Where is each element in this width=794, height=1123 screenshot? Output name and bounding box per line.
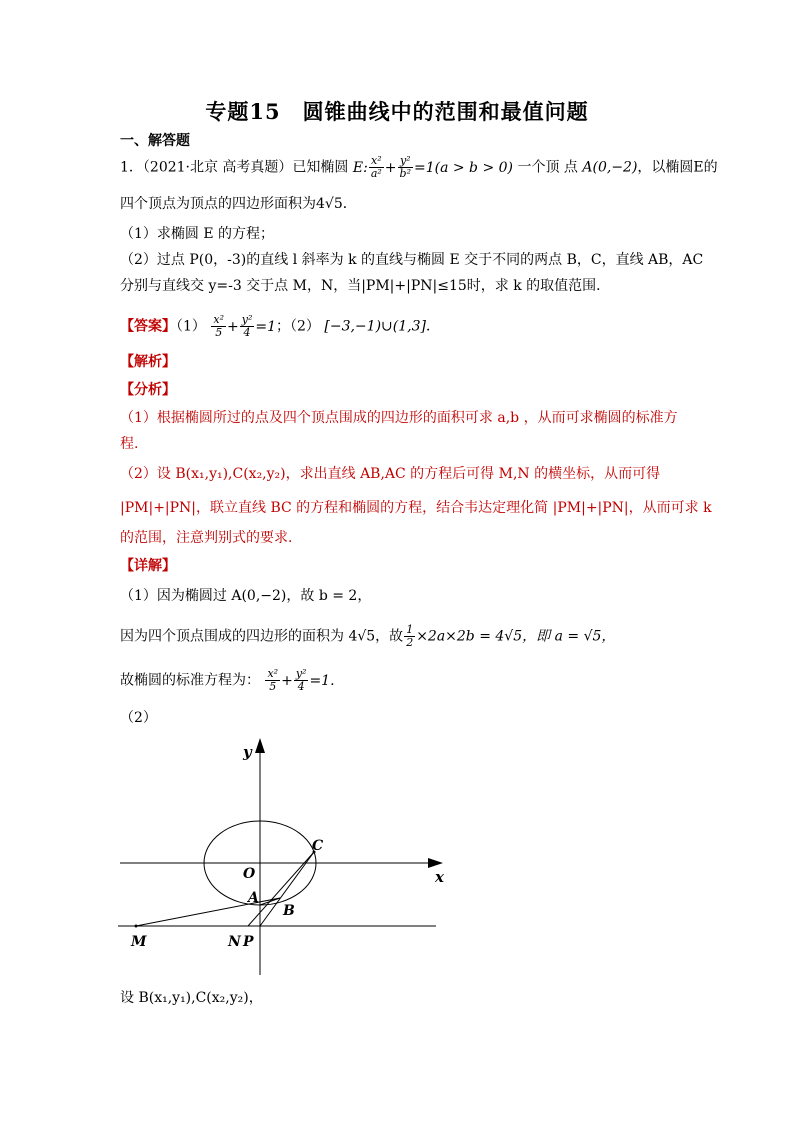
fenxi-p2-line-3: 的范围，注意判别式的要求.	[120, 530, 293, 546]
question-2-line-2: 分别与直线交 y=-3 交于点 M，N，当|PM|+|PN|≤15时，求 k 的取值范围．	[120, 278, 611, 294]
label-y: y	[243, 743, 252, 761]
answer-equation: $\frac{\text{x²}}{5}$ + $\frac{\text{y²}}{4}$ =1	[213, 313, 276, 339]
x-axis-arrow	[428, 858, 443, 868]
detail-line-3-eq: $\frac{\text{x²}}{5}$ + $\frac{\text{y²}}{4}$ =1.	[267, 667, 335, 693]
fenxi-p2-line-2: |PM|+|PN|，联立直线 BC 的方程和椭圆的方程，结合韦达定理化简 |PM|+|PN|，从而可求 k	[120, 500, 712, 516]
problem-line-2: 四个顶点为顶点的四边形面积为4√5．	[120, 196, 357, 212]
answer-sep: ；（2）	[276, 318, 320, 335]
half-fraction: $\frac{1}{2}$	[406, 623, 414, 649]
detail-line-5: 设 B(x₁,y₁),C(x₂,y₂)，	[120, 990, 263, 1006]
point-a: A(0,−2)	[582, 159, 638, 176]
ellipse-equation: E: $\frac{\text{x²}}{\text{a²}}$ + $\frac{\text{y²}}{\text{b²}}$ =1(a > b > 0)	[352, 154, 514, 180]
label-p: P	[243, 934, 254, 950]
answer-range: [−3,−1)∪(1,3]	[324, 318, 426, 335]
detail-line-4: （2）	[120, 710, 157, 726]
label-m: M	[131, 934, 147, 950]
detail-line-2b: ×2a×2b = 4√5，即 a = √5，	[416, 628, 616, 645]
analysis-label: 【解析】	[120, 354, 176, 370]
problem-line-1	[120, 155, 718, 180]
answer-line	[120, 314, 440, 339]
answer-label: 【答案】	[120, 318, 176, 335]
detail-line-2a: 因为四个顶点围成的四边形的面积为 4√5，故	[120, 628, 404, 645]
label-o: O	[243, 866, 256, 882]
y-axis-arrow	[255, 738, 265, 753]
label-n: N	[228, 934, 241, 950]
label-a: A	[248, 890, 259, 906]
fenxi-p1-line-1: （1）根据椭圆所过的点及四个顶点围成的四边形的面积可求 a,b ，从而可求椭圆的标准方	[120, 410, 678, 426]
label-x: x	[435, 868, 444, 886]
label-c: C	[312, 838, 324, 854]
answer-part1: （1）	[176, 318, 206, 335]
point-m-dot	[135, 925, 138, 928]
detail-line-3-text: 故椭圆的标准方程为：	[120, 672, 260, 689]
section-heading: 一、解答题	[120, 133, 190, 149]
fenxi-p2-line-1: （2）设 B(x₁,y₁),C(x₂,y₂)，求出直线 AB,AC 的方程后可得 M,N 的横坐标，从而可得	[120, 466, 661, 482]
answer-end: ．	[425, 318, 440, 335]
ellipse-figure	[110, 735, 460, 980]
label-b: B	[283, 903, 295, 919]
question-1: （1）求椭圆 E 的方程；	[120, 226, 275, 242]
problem-prefix: 1．（2021·北京 高考真题）已知椭圆	[120, 159, 349, 176]
page-title: 专题15 圆锥曲线中的范围和最值问题	[205, 99, 589, 124]
fenxi-label: 【分析】	[120, 382, 176, 398]
problem-mid: 一个顶 点	[517, 159, 578, 176]
detail-line-2	[120, 624, 615, 649]
problem-suffix: ，以椭圆E的	[637, 159, 718, 176]
question-2-line-1: （2）过点 P(0，-3)的直线 l 斜率为 k 的直线与椭圆 E 交于不同的两点 B，C，直线 AB，AC	[120, 252, 704, 268]
detail-line-1: （1）因为椭圆过 A(0,−2)，故 b = 2，	[120, 588, 372, 604]
detail-label: 【详解】	[120, 558, 176, 574]
detail-line-3	[120, 668, 335, 693]
fenxi-p1-line-2: 程.	[120, 436, 139, 452]
